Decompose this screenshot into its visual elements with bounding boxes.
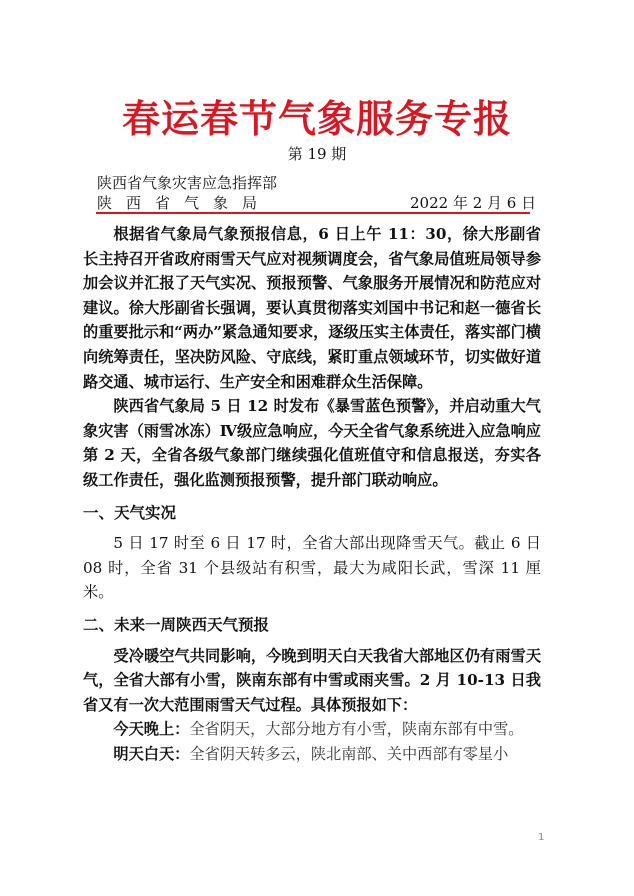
- section-1-paragraph: 5 日 17 时至 6 日 17 时，全省大部出现降雪天气。截止 6 日 08 时，全省 31 个县级站有积雪，最大为咸阳长武，雪深 11 厘米。: [83, 534, 541, 602]
- section-1-heading: 一、天气实况: [83, 503, 177, 522]
- section-2-heading: 二、未来一周陕西天气预报: [83, 615, 270, 634]
- report-body: [83, 222, 541, 766]
- issuer-line-2: 陕西省气象局: [97, 194, 272, 212]
- header-divider: [96, 212, 530, 214]
- section-2-paragraph: 受冷暖空气共同影响，今晚到明天白天我省大部地区仍有雨雪天气，全省大部有小雪，陕南东部有中雪或雨夹雪。2 月 10-13 日我省又有一次大范围雨雪天气过程。具体预报如下：: [83, 646, 541, 714]
- paragraph-2: 陕西省气象局 5 日 12 时发布《暴雪蓝色预警》，并启动重大气象灾害（雨雪冰冻）Ⅳ级应急响应，今天全省气象系统进入应急响应第 2 天，全省各级气象部门继续强化值班值守和信息报送，夯实各级工作责任，强化监测预报预警，提升部门联动响应。: [83, 397, 541, 489]
- report-title: 春运春节气象服务专报: [121, 97, 512, 141]
- paragraph-1: 根据省气象局气象预报信息，6 日上午 11：30，徐大彤副省长主持召开省政府雨雪天气应对视频调度会，省气象局值班局领导参加会议并汇报了天气实况、预报预警、气象服务开展情况和防范应对建议。徐大彤副省长强调，要认真贯彻落实刘国中书记和赵一德省长的重要批示和“两办”紧急通知要求，逐级压实主体责任，落实部门横向统筹责任，坚决防风险、守底线，紧盯重点领域环节，切实做好道路交通、城市运行、生产安全和困难群众生活保障。: [83, 225, 541, 391]
- forecast-text-tonight: 全省阴天，大部分地方有小雪，陕南东部有中雪。: [189, 720, 524, 739]
- forecast-label-tomorrow: 明天白天：: [113, 744, 190, 763]
- forecast-line-tonight: [83, 717, 541, 742]
- forecast-line-tomorrow: [83, 742, 541, 767]
- forecast-label-tonight: 今天晚上：: [113, 720, 190, 739]
- issue-number: 第 19 期: [287, 145, 347, 163]
- forecast-text-tomorrow: 全省阴天转多云，陕北南部、关中西部有零星小: [189, 744, 509, 763]
- page-number: 1: [538, 832, 545, 843]
- issue-date: 2022 年 2 月 6 日: [410, 194, 537, 212]
- issuer-line-1: 陕西省气象灾害应急指挥部: [97, 174, 278, 192]
